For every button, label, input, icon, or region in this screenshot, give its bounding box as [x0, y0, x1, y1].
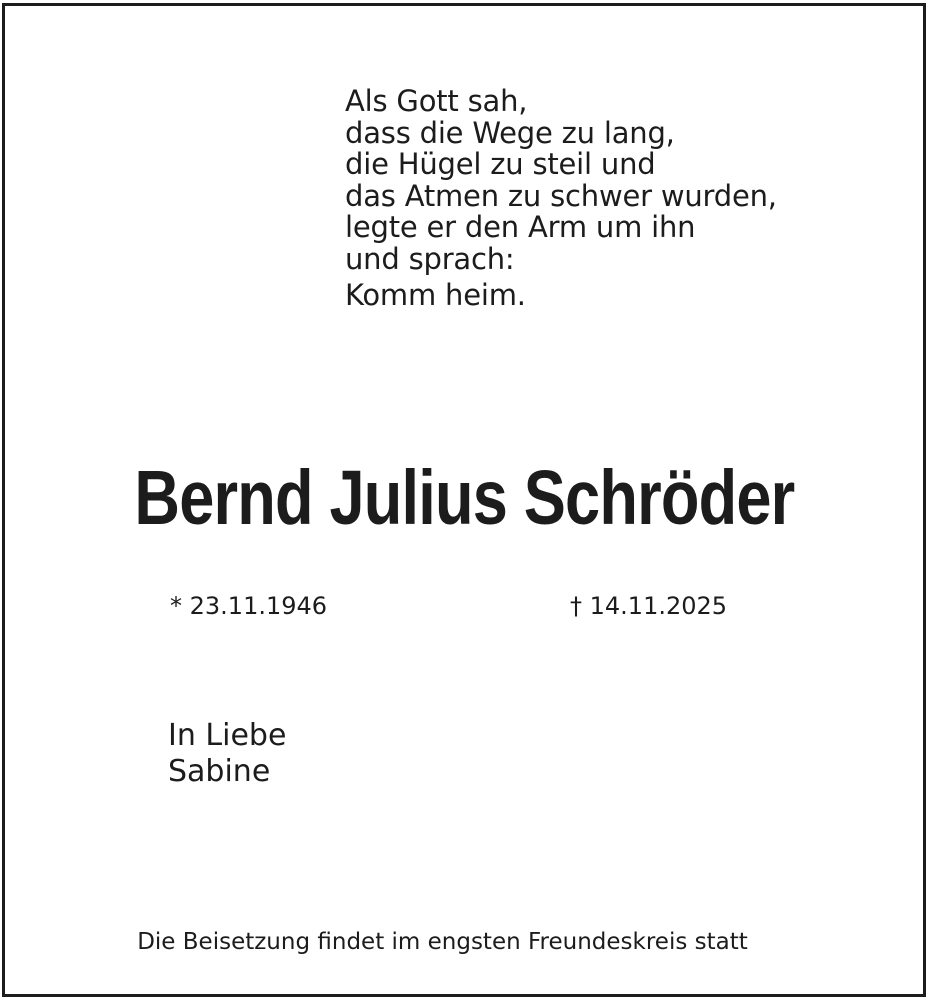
death-date: † 14.11.2025	[570, 592, 728, 620]
poem-line: das Atmen zu schwer wurden,	[345, 178, 777, 213]
poem-line: Als Gott sah,	[345, 84, 528, 118]
deceased-name-heading	[0, 450, 928, 546]
poem-line: Komm heim.	[345, 278, 526, 312]
deceased-name: Bernd Julius Schröder	[134, 455, 794, 541]
birth-date: * 23.11.1946	[170, 592, 328, 620]
poem	[345, 86, 777, 312]
signature-line-2: Sabine	[168, 754, 271, 789]
poem-line: legte er den Arm um ihn	[345, 210, 696, 244]
burial-note: Die Beisetzung findet im engsten Freundeskreis statt	[137, 929, 748, 955]
poem-line: dass die Wege zu lang,	[345, 115, 675, 150]
poem-line: die Hügel zu steil und	[345, 147, 656, 181]
signature	[168, 718, 286, 790]
signature-line-1: In Liebe	[168, 718, 287, 753]
poem-line: und sprach:	[345, 241, 515, 276]
